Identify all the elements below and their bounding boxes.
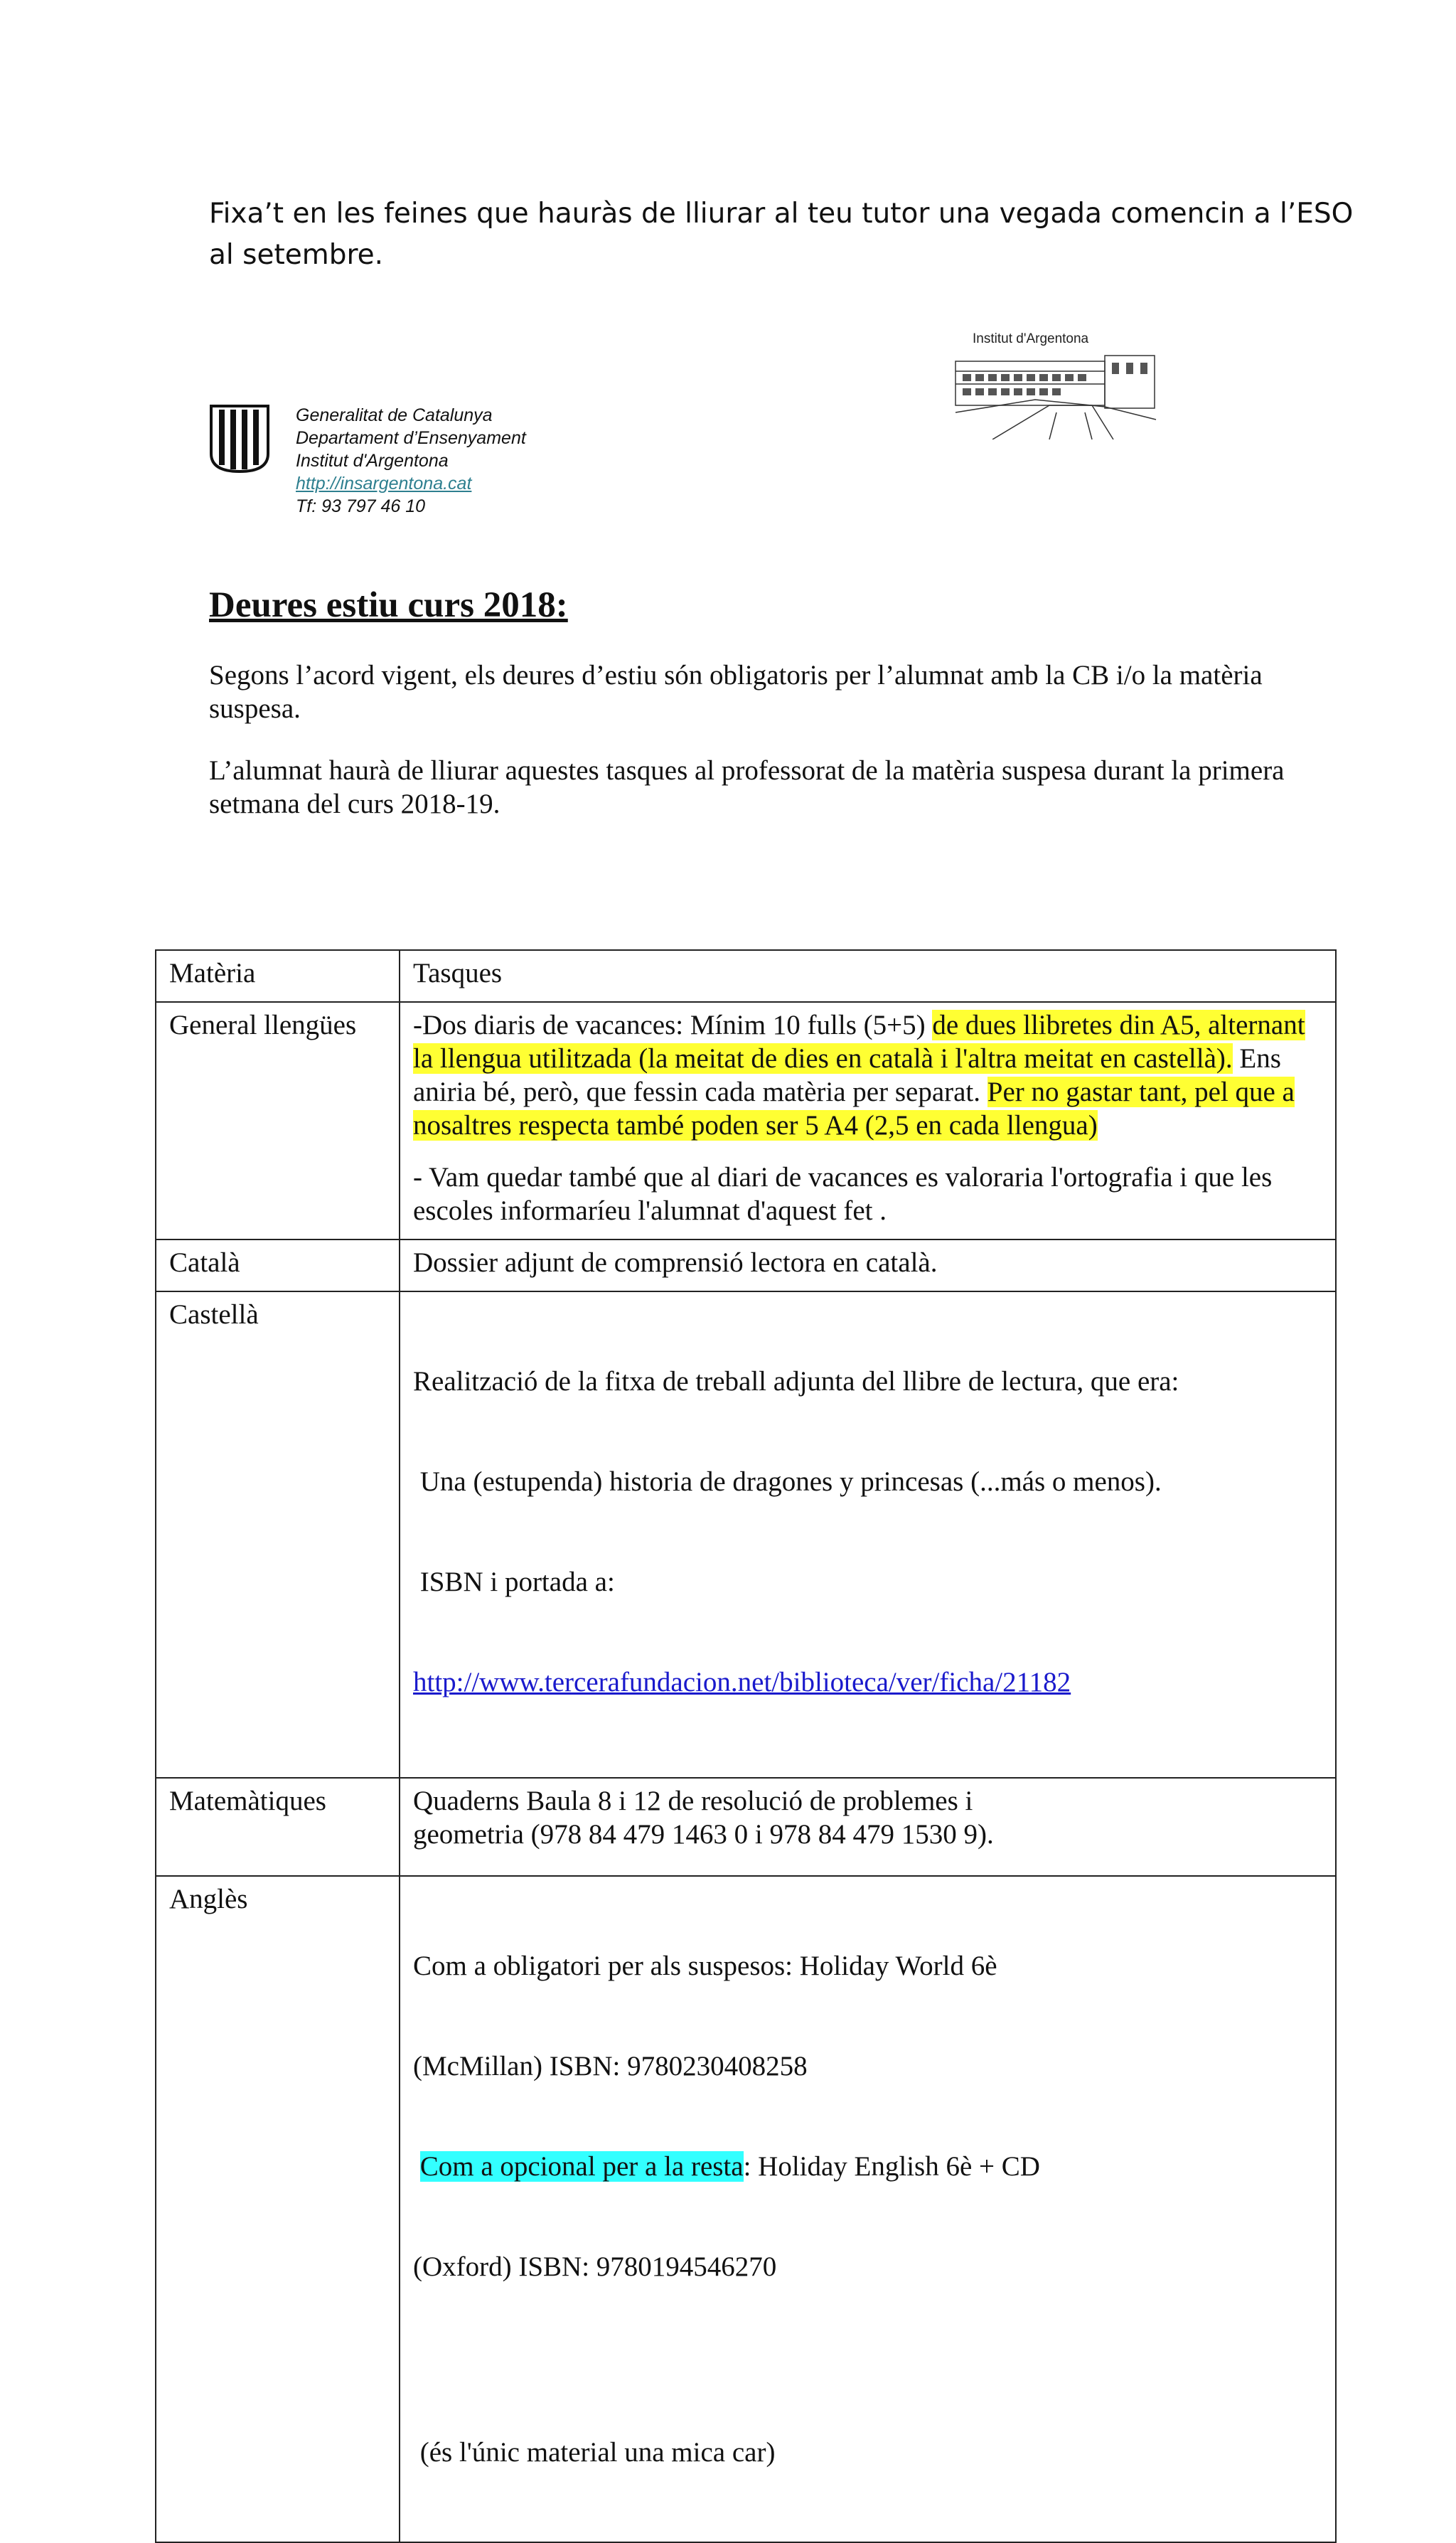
school-building-image [950,306,1163,439]
task-text: (McMillan) ISBN: 9780230408258 [413,2051,808,2081]
tasks-table [155,949,1337,2543]
table-row [156,1876,1336,2542]
school-image-caption: Institut d'Argentona [973,331,1089,346]
tasks-paragraph [413,1008,1322,1142]
paragraph-obligation: Segons l’acord vigent, els deures d’estiu són obligatoris per l’alumnat amb la CB i/o la matèria suspesa. [209,660,1263,724]
task-text-highlighted: de dues llibretes din A5, alternant la llengua utilitzada (la meitat de dies en català i l'altra meitat en castellà). [413,1010,1305,1074]
catalonia-crest-logo [209,404,270,474]
table-row [156,1291,1336,1778]
subject-cell: General llengües [156,1002,400,1239]
page-title: Deures estiu curs 2018: [209,585,568,625]
fitxa-link[interactable]: http://www.tercerafundacion.net/biblioteca/ver/ficha/21182 [413,1667,1071,1697]
task-text: Ens aniria bé, però, que fessin cada matèria per separat. [413,1043,1281,1107]
task-text-highlighted: Per no gastar tant, pel que a nosaltres respecta també poden ser 5 A4 (2,5 en cada llengua) [413,1077,1295,1141]
table-row [156,1239,1336,1291]
letterhead [296,404,526,518]
letterhead-phone: Tf: 93 797 46 10 [296,496,426,516]
task-note: (és l'únic material una mica car) [413,2437,776,2468]
subject-cell: Castellà [156,1291,400,1778]
header-tasks: Tasques [400,950,1336,1002]
task-text: ISBN i portada a: [413,1567,615,1597]
letterhead-government: Generalitat de Catalunya [296,405,493,425]
task-text: Com a obligatori per als suspesos: Holiday World 6è [413,1951,997,1981]
task-text: Realització de la fitxa de treball adjunta del llibre de lectura, que era: [413,1366,1179,1397]
intro-text: Fixa’t en les feines que hauràs de lliurar al teu tutor una vegada comencin a l’ESO al setembre. [209,198,1354,271]
crest-icon [209,404,270,474]
task-text: geometria (978 84 479 1463 0 i 978 84 479 1530 9). [413,1819,994,1850]
task-text: -Dos diaris de vacances: Mínim 10 fulls (5+5) [413,1010,933,1040]
paragraph-delivery: L’alumnat haurà de lliurar aquestes tasques al professorat de la matèria suspesa durant la primera setmana del curs 2018-19. [209,755,1285,819]
tasks-cell [400,1291,1336,1778]
task-text-highlighted: Com a opcional per a la resta [419,2151,744,2182]
letterhead-website-link[interactable]: http://insargentona.cat [296,474,472,494]
table-header-row [156,950,1336,1002]
tasks-cell [400,1002,1336,1239]
table-row [156,1778,1336,1876]
task-text: (Oxford) ISBN: 9780194546270 [413,2251,777,2282]
subject-cell: Matemàtiques [156,1778,400,1876]
task-text: Una (estupenda) historia de dragones y princesas (...más o menos). [413,1466,1162,1497]
task-text: Dossier adjunt de comprensió lectora en català. [413,1247,938,1278]
task-note: - Vam quedar també que al diari de vacances es valoraria l'ortografia i que les escoles informaríeu l'alumnat d'aquest fet . [413,1162,1273,1226]
school-building-drawing [950,306,1163,439]
tasks-cell [400,1876,1336,2542]
task-text: Quaderns Baula 8 i 12 de resolució de problemes i [413,1786,973,1816]
tasks-cell [400,1778,1336,1876]
subject-cell: Anglès [156,1876,400,2542]
letterhead-department: Departament d’Ensenyament [296,428,526,448]
table-row [156,1002,1336,1239]
task-text: : Holiday English 6è + CD [743,2151,1040,2182]
subject-cell: Català [156,1239,400,1291]
tasks-cell [400,1239,1336,1291]
header-subject: Matèria [156,950,400,1002]
letterhead-school: Institut d'Argentona [296,451,449,471]
task-text [413,2150,1322,2183]
